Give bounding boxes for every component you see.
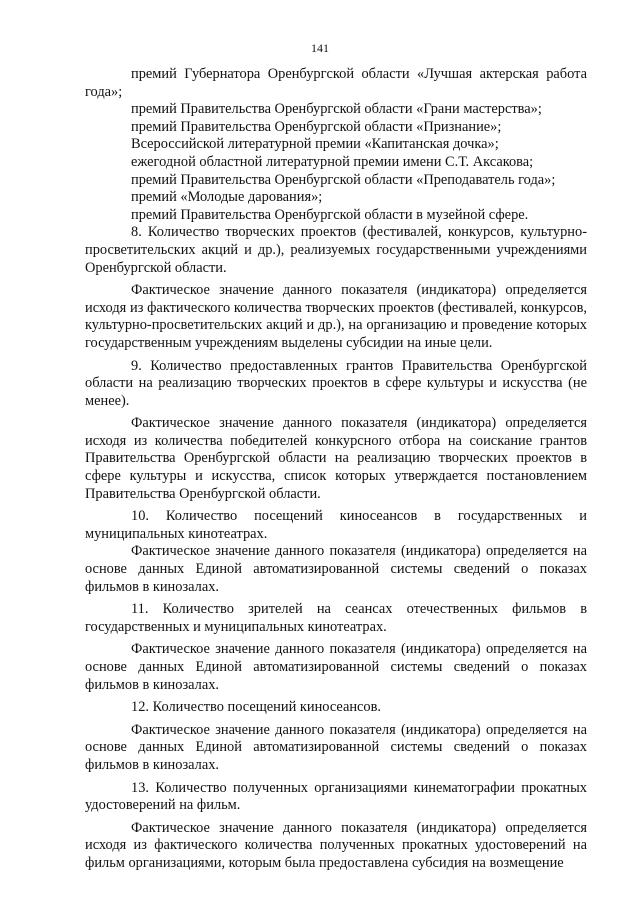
paragraph-item-10-description: Фактическое значение данного показателя (индикатора) определяется на основе данных Единой автоматизированной системы сведений о показах фильмов в кинозалах. bbox=[85, 543, 587, 595]
paragraph-item-13-description: Фактическое значение данного показателя (индикатора) определяется исходя из фактического количества полученных прокатных удостоверений на фильм организациями, которым была предоставлена субсидия на возмещение bbox=[85, 819, 587, 871]
paragraph-item-13: 13. Количество полученных организациями кинематографии прокатных удостоверений на фильм. bbox=[85, 779, 587, 814]
paragraph-item-9: 9. Количество предоставленных грантов Правительства Оренбургской области на реализацию творческих проектов в сфере культуры и искусства (не менее). bbox=[85, 357, 587, 409]
paragraph-award-priznanie: премий Правительства Оренбургской области «Признание»; bbox=[131, 118, 502, 135]
page-number: 141 bbox=[311, 41, 329, 55]
paragraph-item-9-description: Фактическое значение данного показателя (индикатора) определяется исходя из количества победителей конкурсного отбора на соискание грантов Правительства Оренбургской области на реализацию творческих проектов в сфере культуры и искусства, список которых утверждается постановлением Правительства Оренбургской области. bbox=[85, 415, 587, 502]
paragraph-item-10: 10. Количество посещений киносеансов в государственных и муниципальных кинотеатрах. bbox=[85, 508, 587, 542]
paragraph-item-8-description: Фактическое значение данного показателя (индикатора) определяется исходя из фактического количества творческих проектов (фестивалей, конкурсов, культурно-просветительских акций и др.), на организацию и проведение которых государственным учреждениям выделены субсидии на иные цели. bbox=[85, 282, 587, 351]
paragraph-award-young: премий «Молодые дарования»; bbox=[131, 189, 323, 206]
paragraph-item-8: 8. Количество творческих проектов (фестивалей, конкурсов, культурно-просветительских акций и др.), реализуемых государственными учреждениями Оренбургской области. bbox=[85, 224, 587, 276]
paragraph-item-11-description: Фактическое значение данного показателя (индикатора) определяется на основе данных Единой автоматизированной системы сведений о показах фильмов в кинозалах. bbox=[85, 641, 587, 693]
paragraph-item-12: 12. Количество посещений киносеансов. bbox=[131, 699, 382, 716]
paragraph-award-aksakov: ежегодной областной литературной премии имени С.Т. Аксакова; bbox=[131, 153, 534, 170]
document-body bbox=[85, 66, 587, 873]
paragraph-award-kapitanskaya: Всероссийской литературной премии «Капитанская дочка»; bbox=[131, 136, 499, 153]
paragraph-award-museum: премий Правительства Оренбургской области в музейной сфере. bbox=[131, 206, 529, 223]
paragraph-award-grani: премий Правительства Оренбургской области «Грани мастерства»; bbox=[131, 101, 542, 118]
paragraph-award-governor: премий Губернатора Оренбургской области «Лучшая актерская работа года»; bbox=[85, 66, 587, 100]
paragraph-item-11: 11. Количество зрителей на сеансах отечественных фильмов в государственных и муниципальных кинотеатрах. bbox=[85, 601, 587, 635]
paragraph-item-12-description: Фактическое значение данного показателя (индикатора) определяется на основе данных Единой автоматизированной системы сведений о показах фильмов в кинозалах. bbox=[85, 721, 587, 773]
paragraph-award-teacher: премий Правительства Оренбургской области «Преподаватель года»; bbox=[131, 171, 556, 188]
